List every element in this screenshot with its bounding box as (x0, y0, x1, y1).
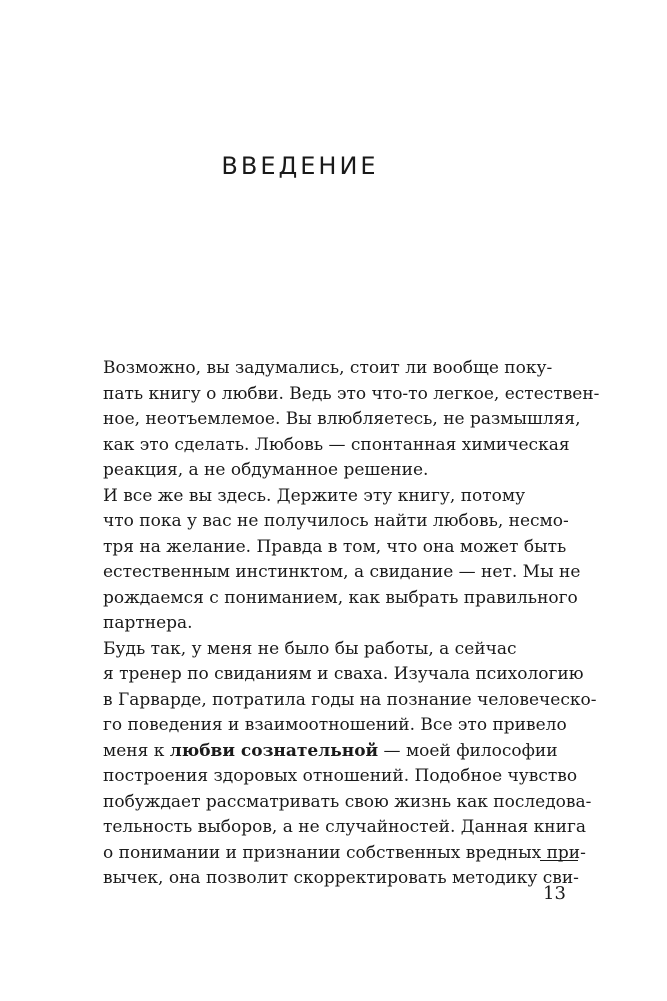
body-text (103, 356, 600, 892)
text-line-with-emphasis (103, 739, 558, 765)
emphasis-after: — моей философии (378, 740, 558, 761)
text-line: тельность выборов, а не случайностей. Данная книга (103, 817, 586, 837)
text-line: что пока у вас не получилось найти любовь, несмо- (103, 511, 569, 531)
footer-rule (540, 860, 578, 861)
text-line: партнера. (103, 613, 193, 633)
text-line: реакция, а не обдуманное решение. (103, 460, 429, 480)
text-line: побуждает рассматривать свою жизнь как последова- (103, 791, 592, 812)
text-line: я тренер по свиданиям и сваха. Изучала психологию (103, 664, 584, 684)
emphasis-term: любви сознательной (169, 740, 379, 761)
text-line: естественным инстинктом, а свидание — нет. Мы не (103, 562, 581, 582)
text-line: го поведения и взаимоотношений. Все это привело (103, 715, 567, 735)
text-line: как это сделать. Любовь — спонтанная химическая (103, 434, 570, 455)
line-text: Будь так, у меня не было бы работы, а сейчас (103, 638, 517, 659)
emphasis-before: меня к (103, 740, 170, 761)
text-line: тря на желание. Правда в том, что она может быть (103, 536, 567, 557)
text-line (103, 356, 553, 382)
page-number: 13 (543, 883, 566, 904)
chapter-title: ВВЕДЕНИЕ (221, 152, 379, 180)
text-line: вычек, она позволит скорректировать методику сви- (103, 868, 579, 888)
text-line: рождаемся с пониманием, как выбрать правильного (103, 587, 578, 608)
line-text: Возможно, вы задумались, стоит ли вообще поку- (103, 358, 553, 378)
text-line: пать книгу о любви. Ведь это что-то легкое, естествен- (103, 383, 600, 404)
text-line: построения здоровых отношений. Подобное чувство (103, 766, 578, 786)
text-line: в Гарварде, потратила годы на познание человеческо- (103, 689, 597, 710)
text-line (103, 484, 526, 510)
text-line: ное, неотъемлемое. Вы влюбляетесь, не размышляя, (103, 409, 581, 429)
text-line: о понимании и признании собственных вредных при- (103, 842, 586, 863)
line-text: И все же вы здесь. Держите эту книгу, потому (103, 485, 526, 506)
text-line (103, 637, 516, 663)
